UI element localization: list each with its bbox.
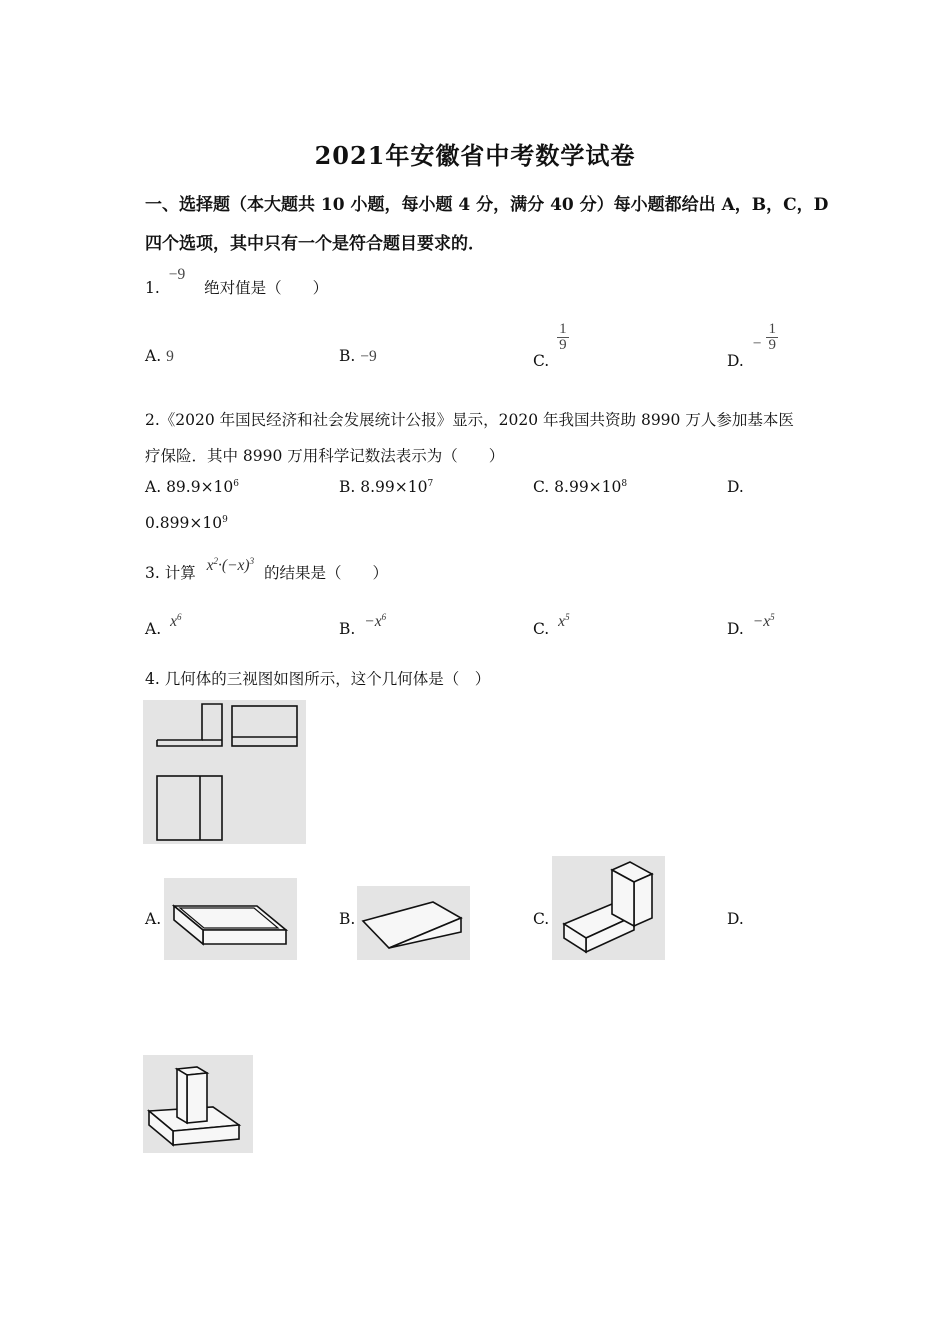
question-1 bbox=[145, 266, 329, 298]
wedge-drawing bbox=[357, 886, 470, 960]
negative-sign: − bbox=[752, 334, 762, 352]
page-title: 2021年安徽省中考数学试卷 bbox=[314, 141, 636, 170]
q2-option-d-value[interactable]: $0.899\times 10^9$ bbox=[145, 514, 228, 532]
q3-option-d[interactable]: D. $-x^5$ bbox=[727, 612, 775, 639]
question-expression: $x^2\cdot(-x)^3$ bbox=[206, 555, 255, 574]
q4-option-b-image[interactable] bbox=[357, 886, 470, 960]
q1-option-d[interactable]: D. − $\frac{1}{9}$ bbox=[727, 321, 776, 370]
q2-option-d-label[interactable]: D. bbox=[727, 478, 744, 496]
question-text: 绝对值是（ ） bbox=[204, 279, 329, 297]
q4-option-a-label[interactable]: A. bbox=[145, 910, 162, 928]
column-on-base-drawing bbox=[143, 1055, 253, 1153]
option-value: 9 bbox=[166, 348, 174, 365]
question-expression: −9 bbox=[168, 266, 186, 283]
q4-option-b-label[interactable]: B. bbox=[339, 910, 356, 928]
q1-option-b[interactable]: B. −9 bbox=[339, 347, 377, 365]
option-value: −9 bbox=[360, 348, 377, 365]
q4-option-c-image[interactable] bbox=[552, 856, 665, 960]
fraction: $\frac{1}{9}$ bbox=[559, 321, 567, 353]
q3-option-c[interactable]: C. $x^5$ bbox=[533, 612, 570, 639]
q3-option-a[interactable]: A. $x^6$ bbox=[145, 612, 182, 639]
question-3: 3. 计算 $x^2\cdot(-x)^3$ 的结果是（ ） bbox=[145, 555, 388, 582]
question-number: 1. bbox=[145, 279, 160, 297]
flat-slab-drawing bbox=[164, 878, 297, 960]
section-instructions-line2: 四个选项，其中只有一个是符合题目要求的． bbox=[145, 234, 485, 254]
q1-option-c[interactable]: C. $\frac{1}{9}$ bbox=[533, 321, 567, 370]
three-view-figure bbox=[143, 700, 306, 844]
section-instructions-line1: 一、选择题（本大题共 10 小题，每小题 4 分，满分 40 分）每小题都给出 A，B，C，D bbox=[145, 195, 829, 215]
question-4: 4. 几何体的三视图如图所示，这个几何体是（ ） bbox=[145, 670, 491, 688]
q2-option-b[interactable]: B. $8.99\times 10^7$ bbox=[339, 478, 434, 496]
q1-option-a[interactable]: A. 9 bbox=[145, 347, 174, 365]
question-2-line2: 疗保险．其中 8990 万用科学记数法表示为（ ） bbox=[145, 447, 505, 465]
q2-option-a[interactable]: A. $89.9\times 10^6$ bbox=[145, 478, 240, 496]
q4-option-d-label[interactable]: D. bbox=[727, 910, 744, 928]
q3-option-b[interactable]: B. $-x^6$ bbox=[339, 612, 387, 639]
q2-option-c[interactable]: C. $8.99\times 10^8$ bbox=[533, 478, 628, 496]
q4-option-a-image[interactable] bbox=[164, 878, 297, 960]
q4-option-c-label[interactable]: C. bbox=[533, 910, 550, 928]
l-block-drawing bbox=[552, 856, 665, 960]
three-view-drawing bbox=[143, 700, 306, 844]
question-2-line1: 2.《2020 年国民经济和社会发展统计公报》显示，2020 年我国共资助 8990 万人参加基本医 bbox=[145, 411, 794, 429]
fraction: $\frac{1}{9}$ bbox=[768, 321, 776, 353]
q4-option-d-image[interactable] bbox=[143, 1055, 253, 1153]
